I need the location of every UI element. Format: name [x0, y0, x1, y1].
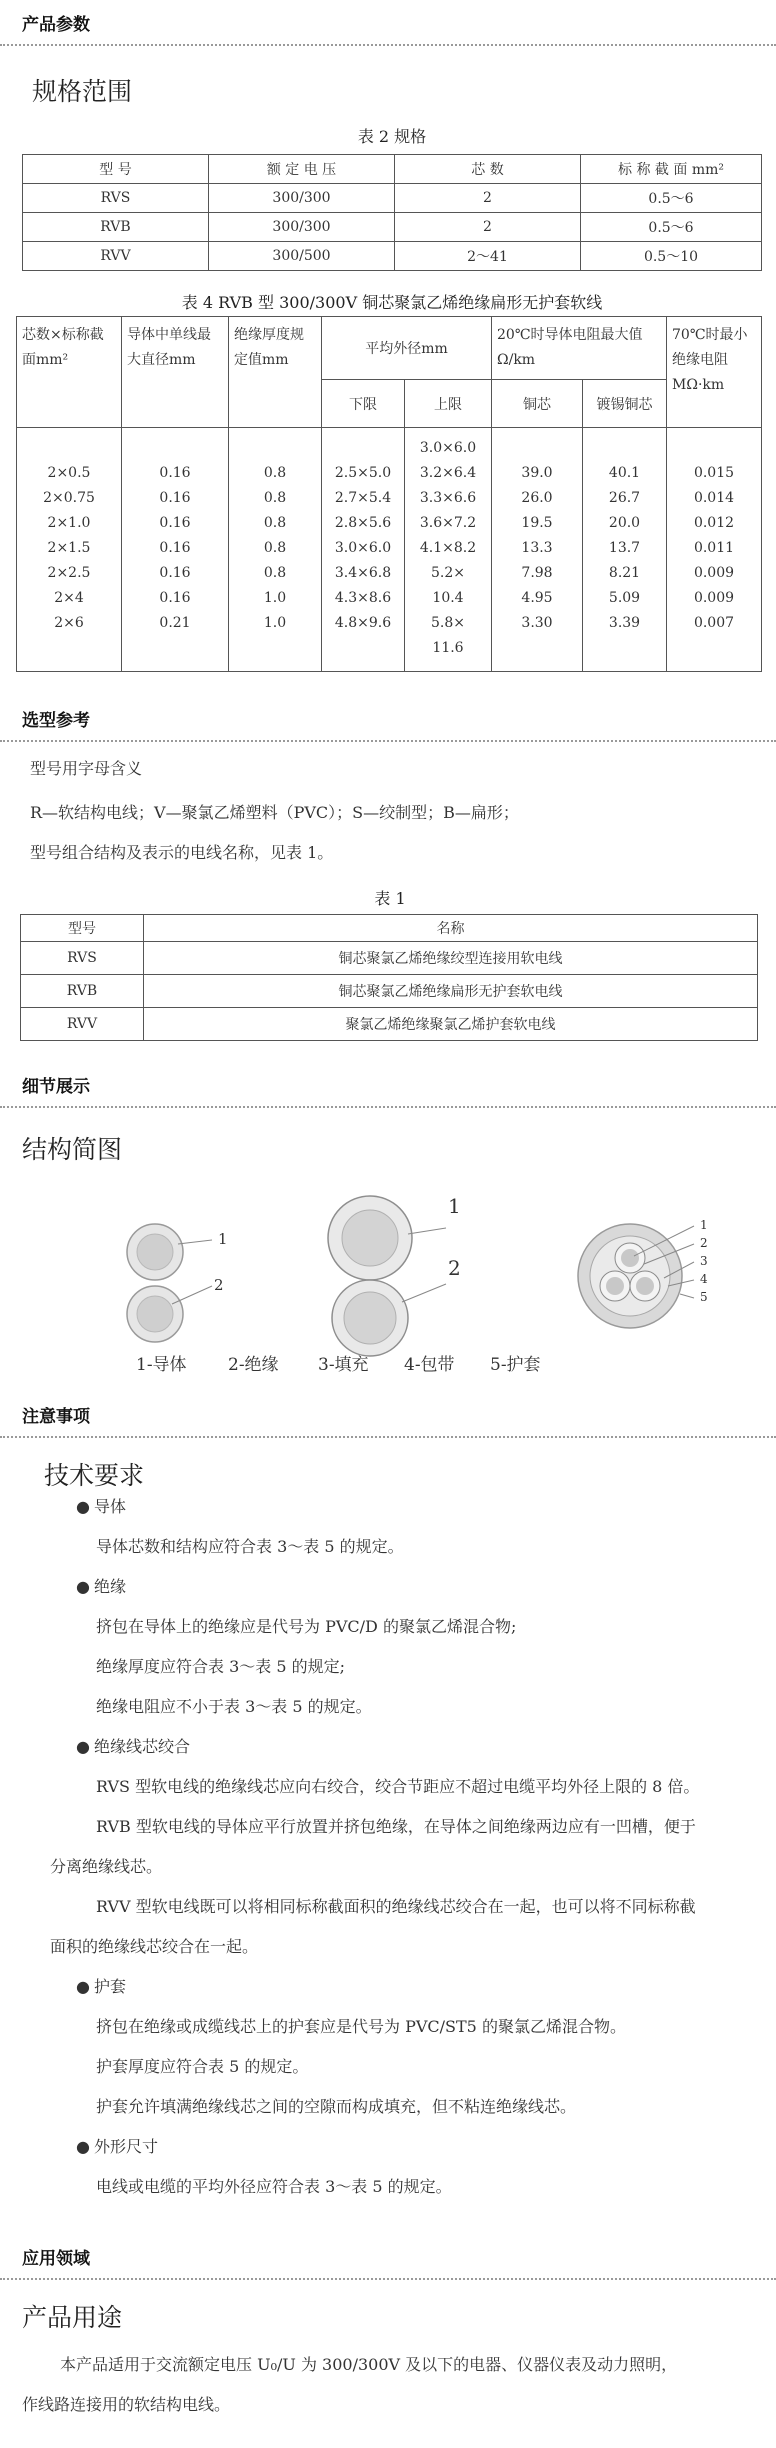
table-cell-value: 0.012 — [693, 515, 735, 531]
table-header: 型号 — [21, 915, 144, 942]
table-cell-value: 0.16 — [159, 490, 191, 506]
divider — [0, 44, 776, 46]
table-cell-value: 2.5×5.0 — [334, 465, 392, 481]
table-header: 铜芯 — [492, 380, 583, 428]
section-header-notes — [0, 1398, 776, 1438]
table-cell-value: 2.8×5.6 — [334, 515, 392, 531]
table-column-cores — [17, 428, 122, 672]
table-cell-value: 20.0 — [608, 515, 641, 531]
diagram-label: 1 — [700, 1218, 708, 1232]
table-cell-value: 5.2× — [431, 565, 465, 581]
table-cell-value: 4.8×9.6 — [334, 615, 392, 631]
diagram-label: 1 — [448, 1194, 461, 1218]
table-cell-value: 40.1 — [608, 465, 641, 481]
table-header: 名称 — [144, 915, 758, 942]
section-header-product-params — [0, 6, 776, 46]
selection-p2: R—软结构电线；V—聚氯乙烯塑料（PVC）；S—绞制型；B—扁形； — [30, 803, 519, 822]
tech-paragraph: RVS 型软电线的绝缘线芯应向右绞合，绞合节距应不超过电缆平均外径上限的 8 倍。 — [96, 1777, 700, 1796]
table-header: 导体中单线最大直径mm — [122, 317, 229, 428]
diagram-rvs — [322, 1190, 462, 1360]
tech-paragraph: 绝缘厚度应符合表 3～表 5 的规定; — [96, 1657, 346, 1676]
table-cell-value: 1.0 — [263, 590, 287, 606]
table-cell: 0.5～10 — [581, 242, 762, 271]
tech-paragraph: 绝缘电阻应不小于表 3～表 5 的规定。 — [96, 1697, 372, 1716]
table-cell-value: 7.98 — [521, 565, 553, 581]
section-label: 产品参数 — [22, 15, 90, 35]
spacer — [17, 436, 121, 461]
tech-bullet-heading: ● 护套 — [76, 1974, 126, 2000]
table-header: 标 称 截 面 mm² — [581, 155, 762, 184]
section-label: 细节展示 — [22, 1077, 90, 1097]
table-cell-value: 0.015 — [693, 465, 735, 481]
table-cell-value: 3.2×6.4 — [419, 465, 477, 481]
diagram-label: 2 — [214, 1276, 224, 1294]
legend-item: 1-导体 — [136, 1355, 187, 1375]
tech-paragraph: 电线或电缆的平均外径应符合表 3～表 5 的规定。 — [96, 2177, 452, 2196]
table-cell: 300/300 — [209, 184, 395, 213]
diagram-label: 2 — [700, 1236, 708, 1250]
tech-bullet-heading: ● 绝缘 — [76, 1574, 126, 1600]
legend-item: 2-绝缘 — [228, 1355, 279, 1375]
table-cell: 聚氯乙烯绝缘聚氯乙烯护套软电线 — [144, 1008, 758, 1041]
table-cell-value: 0.009 — [693, 565, 735, 581]
table-cell: RVV — [23, 242, 209, 271]
table-cell-value: 26.0 — [521, 490, 553, 506]
divider — [0, 2278, 776, 2280]
table-cell-value: 2×4 — [54, 590, 84, 606]
table-cell-value: 0.16 — [159, 515, 191, 531]
table-cell-value: 3.0×6.0 — [334, 540, 392, 556]
table-column-insul-res — [667, 428, 762, 672]
spacer — [229, 436, 321, 461]
table-cell-value: 0.16 — [159, 540, 191, 556]
table-header: 平均外径mm — [322, 317, 492, 380]
section-header-detail — [0, 1068, 776, 1108]
table-cell-value: 2×0.75 — [43, 490, 95, 506]
table-cell-value: 10.4 — [432, 590, 464, 606]
table-cell-value: 39.0 — [521, 465, 553, 481]
table-row — [23, 242, 762, 271]
section-label: 应用领域 — [22, 2249, 90, 2269]
tech-paragraph: 挤包在导体上的绝缘应是代号为 PVC/D 的聚氯乙烯混合物; — [96, 1617, 517, 1636]
spacer — [122, 436, 228, 461]
table-cell-value: 8.21 — [608, 565, 641, 581]
usage-line2: 作线路连接用的软结构电线。 — [22, 2395, 231, 2414]
diagram-label: 4 — [700, 1272, 708, 1286]
table-row — [17, 428, 762, 672]
table-cell-value: 0.16 — [159, 465, 191, 481]
table-cell-value: 5.09 — [608, 590, 641, 606]
tech-bullet-heading: ● 外形尺寸 — [76, 2134, 158, 2160]
table-cell-value: 2×1.5 — [47, 540, 91, 556]
table-cell-value: 13.7 — [608, 540, 641, 556]
table-cell-value: 1.0 — [263, 615, 287, 631]
table-cell-value: 4.1×8.2 — [419, 540, 477, 556]
legend-item: 3-填充 — [318, 1355, 369, 1375]
table-header: 镀锡铜芯 — [583, 380, 667, 428]
table1 — [20, 914, 758, 1041]
table-cell-value: 0.009 — [693, 590, 735, 606]
legend-item: 5-护套 — [490, 1355, 541, 1375]
table-header: 芯数×标称截面mm² — [17, 317, 122, 428]
divider — [0, 1106, 776, 1108]
table-cell: 300/300 — [209, 213, 395, 242]
table-row — [21, 975, 758, 1008]
table-cell: RVB — [21, 975, 144, 1008]
tech-paragraph: 护套允许填满绝缘线芯之间的空隙而构成填充，但不粘连绝缘线芯。 — [96, 2097, 577, 2116]
selection-p3: 型号组合结构及表示的电线名称，见表 1。 — [30, 843, 334, 862]
usage-line1: 本产品适用于交流额定电压 U₀/U 为 300/300V 及以下的电器、仪器仪表及动力照明， — [60, 2355, 678, 2374]
table4 — [16, 316, 762, 672]
tech-paragraph: 挤包在绝缘或成缆线芯上的护套应是代号为 PVC/ST5 的聚氯乙烯混合物。 — [96, 2017, 626, 2036]
table-cell-value: 3.6×7.2 — [419, 515, 477, 531]
tech-paragraph: RVV 型软电线既可以将相同标称截面积的绝缘线芯绞合在一起，也可以将不同标称截 — [96, 1897, 696, 1916]
table-cell: 2 — [395, 213, 581, 242]
spec-range-title: 规格范围 — [32, 77, 133, 106]
usage-title: 产品用途 — [22, 2303, 123, 2332]
table-cell-value: 4.95 — [521, 590, 553, 606]
table-cell-value: 19.5 — [521, 515, 553, 531]
table-cell: RVB — [23, 213, 209, 242]
spacer — [322, 436, 404, 461]
table-cell: RVV — [21, 1008, 144, 1041]
table-cell-value: 2.7×5.4 — [334, 490, 392, 506]
table-header: 型 号 — [23, 155, 209, 184]
table-header: 绝缘厚度规定值mm — [229, 317, 322, 428]
section-label: 选型参考 — [22, 711, 90, 731]
table-header: 下限 — [322, 380, 405, 428]
tech-paragraph: 护套厚度应符合表 5 的规定。 — [96, 2057, 309, 2076]
table-cell-value: 0.8 — [263, 515, 287, 531]
tech-title: 技术要求 — [44, 1461, 145, 1490]
legend-item: 4-包带 — [404, 1355, 455, 1375]
diagram-label: 2 — [448, 1256, 461, 1280]
table-cell-value: 13.3 — [521, 540, 553, 556]
section-header-selection — [0, 702, 776, 742]
tech-bullet-heading: ● 导体 — [76, 1494, 126, 1520]
table-cell-value: 0.8 — [263, 490, 287, 506]
table-header: 额 定 电 压 — [209, 155, 395, 184]
table-cell-value: 0.16 — [159, 590, 191, 606]
table-cell-value: 2×6 — [54, 615, 84, 631]
table-cell-value: 2×2.5 — [47, 565, 91, 581]
table-cell-value: 3.0×6.0 — [419, 440, 477, 456]
table1-caption: 表 1 — [374, 889, 406, 908]
table-cell-value: 11.6 — [432, 640, 464, 656]
table-cell-value: 3.39 — [608, 615, 641, 631]
table-cell-value: 0.8 — [263, 540, 287, 556]
table-column-copper — [492, 428, 583, 672]
table-column-lower — [322, 428, 405, 672]
table-cell-value: 5.8× — [431, 615, 465, 631]
table-header: 70℃时最小绝缘电阻 MΩ·km — [667, 317, 762, 428]
table-header: 上限 — [405, 380, 492, 428]
table2 — [22, 154, 762, 271]
table-cell-value: 0.014 — [693, 490, 735, 506]
table-cell: RVS — [23, 184, 209, 213]
table-cell: 0.5～6 — [581, 213, 762, 242]
diagram-label: 1 — [218, 1230, 228, 1248]
table-cell: 0.5～6 — [581, 184, 762, 213]
table-cell-value: 3.30 — [521, 615, 553, 631]
table-cell-value: 0.21 — [159, 615, 191, 631]
table-cell-value: 0.007 — [693, 615, 735, 631]
structure-title: 结构简图 — [22, 1135, 123, 1164]
tech-bullet-heading: ● 绝缘线芯绞合 — [76, 1734, 190, 1760]
table-cell-value: 2×0.5 — [47, 465, 91, 481]
table-column-insulation — [229, 428, 322, 672]
table-row — [23, 213, 762, 242]
table-cell-value: 0.8 — [263, 465, 287, 481]
table-cell: RVS — [21, 942, 144, 975]
spacer — [492, 436, 582, 461]
table-column-conductor — [122, 428, 229, 672]
table-cell: 2～41 — [395, 242, 581, 271]
diagram-label: 5 — [700, 1290, 708, 1304]
table-header: 20℃时导体电阻最大值Ω/km — [492, 317, 667, 380]
table-cell: 铜芯聚氯乙烯绝缘扁形无护套软电线 — [144, 975, 758, 1008]
table-header: 芯 数 — [395, 155, 581, 184]
diagram-label: 3 — [700, 1254, 708, 1268]
tech-paragraph: RVB 型软电线的导体应平行放置并挤包绝缘，在导体之间绝缘两边应有一凹槽，便于 — [96, 1817, 696, 1836]
table-column-upper — [405, 428, 492, 672]
table-cell-value: 4.3×8.6 — [334, 590, 392, 606]
section-header-application — [0, 2240, 776, 2280]
table-cell-value: 3.3×6.6 — [419, 490, 477, 506]
table-cell-value: 3.4×6.8 — [334, 565, 392, 581]
table-cell: 铜芯聚氯乙烯绝缘绞型连接用软电线 — [144, 942, 758, 975]
table-cell-value: 0.16 — [159, 565, 191, 581]
table-cell: 2 — [395, 184, 581, 213]
spacer — [667, 436, 761, 461]
table-column-tinned — [583, 428, 667, 672]
table-row — [21, 942, 758, 975]
table-cell-value: 26.7 — [608, 490, 641, 506]
table-cell-value: 0.011 — [693, 540, 735, 556]
table-cell-value: 2×1.0 — [47, 515, 91, 531]
spacer — [583, 436, 666, 461]
table-cell-value: 0.8 — [263, 565, 287, 581]
tech-paragraph: 导体芯数和结构应符合表 3～表 5 的规定。 — [96, 1537, 404, 1556]
section-label: 注意事项 — [22, 1407, 90, 1427]
selection-p1: 型号用字母含义 — [30, 759, 143, 778]
tech-paragraph: 面积的绝缘线芯绞合在一起。 — [50, 1937, 259, 1956]
divider — [0, 740, 776, 742]
table-row — [23, 184, 762, 213]
table2-caption: 表 2 规格 — [357, 127, 427, 146]
table-cell: 300/500 — [209, 242, 395, 271]
table-row — [21, 1008, 758, 1041]
table4-caption: 表 4 RVB 型 300/300V 铜芯聚氯乙烯绝缘扁形无护套软线 — [181, 293, 603, 312]
divider — [0, 1436, 776, 1438]
tech-paragraph: 分离绝缘线芯。 — [50, 1857, 163, 1876]
